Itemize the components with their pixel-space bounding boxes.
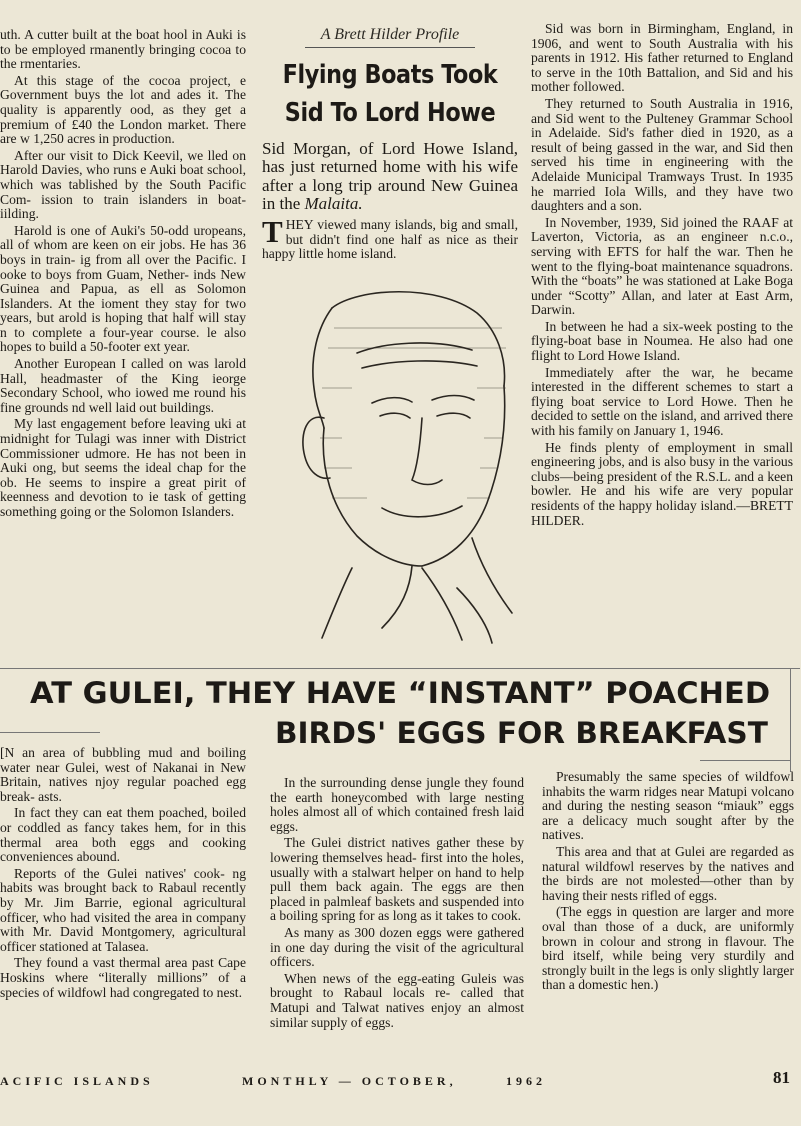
paragraph: He finds plenty of employment in small engineering jobs, and is also busy in the various clubs—being president of the R.S.L. and a keen bowler. He and his wife are very popular residents of the happy holiday island.—BRETT HILDER. [531, 439, 793, 528]
paragraph: The Gulei district natives gather these by lowering themselves head- first into the holes, usually with a stalwart helper on hand to help pull them back again. The eggs are then placed in palmleaf baskets and suspended into a boiling spring for as long as it takes to cook. [270, 835, 524, 924]
left-column-continued [0, 28, 246, 522]
article-column-2 [270, 776, 524, 1032]
kicker-rule [305, 47, 475, 48]
paragraph: In the surrounding dense jungle they found the earth honeycombed with large nesting holes almost all of which contained fresh laid eggs. [270, 775, 524, 834]
article-column-1 [0, 746, 246, 1002]
paragraph: Sid was born in Birmingham, England, in 1906, and went to South Australia with his parents in 1912. His father returned to England to serve in the 10th Battalion, and Sid and his mother followed. [531, 21, 793, 95]
paragraph: Reports of the Gulei natives' cook- ng habits was brought back to Rabaul recently by Mr. Jim Barrie, egional agricultural officer, who had visited the area in company with Mr. David Montgomery, agricultural officer stationed at Talasea. [0, 865, 246, 954]
footer-issue: MONTHLY — OCTOBER, [242, 1074, 457, 1088]
paragraph: [N an area of bubbling mud and boiling water near Gulei, west of Nakanai in New Britain, natives njoy regular poached egg break- asts. [0, 745, 246, 804]
article-headline-line1: AT GULEI, THEY HAVE “INSTANT” POACHED [30, 676, 771, 710]
portrait-drawing [262, 268, 518, 646]
drop-cap: T [262, 213, 283, 249]
profile-intro [262, 140, 518, 214]
paragraph: When news of the egg-eating Guleis was brought to Rabaul locals re- called that Matupi and Talwat natives enjoy an almost similar supply of eggs. [270, 970, 524, 1030]
right-column [531, 22, 793, 530]
paragraph: In between he had a six-week posting to the flying-boat base in Noumea. He also had one flight to Lord Howe Island. [531, 318, 793, 364]
page-number: 81 [773, 1068, 790, 1087]
paragraph: Harold is one of Auki's 50-odd uropeans, all of whom are keen on eir jobs. He has 36 boys in train- ig from all over the Pacific. I ooke to boys from Guam, Nether- inds New Guinea and Papua, as ell as Solomon Islanders. At the ioment they stay for two years, but arold is hoping that half will stay n to complete a four-year course. le also hopes to build a 50-footer ext year. [0, 222, 246, 355]
footer-year: 1962 [506, 1074, 546, 1088]
paragraph: In November, 1939, Sid joined the RAAF at Laverton, Victoria, as an engineer n.c.o., serving with EFTS for half the war. Then he went to the flying-boat maintenance squadrons. With the “boats” he was stationed at Lake Boga under “Scotty” Allan, and later at East Arm, Darwin. [531, 214, 793, 318]
footer-publication: ACIFIC ISLANDS [0, 1074, 154, 1088]
paragraph: Immediately after the war, he became interested in the different schemes to start a flying boat service to Lord Howe. Then he decided to settle on the island, and arrived there with his family on January 1, 1946. [531, 364, 793, 439]
paragraph: After our visit to Dick Keevil, we lled on Harold Davies, who runs e Auki boat school, which was tablished by the South Pacific Com- ission to train islanders in boat- iilding. [0, 147, 246, 222]
article-headline-line2: BIRDS' EGGS FOR BREAKFAST [275, 716, 768, 750]
paragraph: Another European I called on was larold Hall, headmaster of the King ieorge Secondary School, who iowed me round his fine grounds nd well laid out buildings. [0, 356, 246, 415]
paragraph: Presumably the same species of wildfowl inhabits the warm ridges near Matupi volcano and during the nesting season “miauk” eggs are a delicacy much sought after by the natives. [542, 769, 794, 843]
paragraph: (The eggs in question are larger and more oval than those of a duck, are uniformly brown in colour and strong in flavour. The bird itself, while being very sturdily and strongly built in the legs is only slightly larger than a domestic hen.) [542, 904, 794, 993]
paragraph: This area and that at Gulei are regarded as natural wildfowl reserves by the natives and the birds are not molested—other than by having their nests rifled of eggs. [542, 843, 794, 903]
paragraph: My last engagement before leaving uki at midnight for Tulagi was inner with District Commissioner udmore. He has not been in Auki ong, but seems the ideal chap for the ob. He seems to inspire a great pirit of keenness and devotion to ie task of getting something going or the Solomon Islanders. [0, 416, 246, 519]
profile-kicker: A Brett Hilder Profile [320, 26, 460, 43]
page-footer [0, 1068, 801, 1092]
paragraph: uth. A cutter built at the boat hool in Auki is to be employed rmanently bringing cocoa to the rmentaries. [0, 27, 246, 72]
profile-headline: Flying Boats Took Sid To Lord Howe [282, 59, 498, 128]
ship-name: Malaita. [304, 194, 363, 214]
paragraph: As many as 300 dozen eggs were gathered in one day during the visit of the agricultural officers. [270, 924, 524, 970]
headline-rule-left [0, 732, 100, 733]
paragraph: At this stage of the cocoa project, e Government buys the lot and ades it. The quality is apparently ood, as they get a premium of £40 the London market. There are w 1,250 acres in production. [0, 72, 246, 147]
article-column-3 [542, 770, 794, 995]
paragraph: They found a vast thermal area past Cape Hoskins where “literally millions” of a species of wildfowl had congregated to nest. [0, 955, 246, 1000]
section-divider [0, 668, 800, 669]
portrait-sketch [262, 268, 518, 646]
profile-first-paragraph [262, 213, 518, 262]
headline-rule-right [700, 760, 790, 761]
paragraph: They returned to South Australia in 1916, and Sid went to the Pulteney Grammar School in Adelaide. Sid's father died in 1920, as a result of being gassed in the war, and Sid then served his time in engineering with the Adelaide Municipal Tramways Trust. In 1935 he married Iola Wills, and they have two daughters and a son. [531, 95, 793, 214]
paragraph: In fact they can eat them poached, boiled or coddled as fancy takes hem, for in this thermal area both eggs and cooking conveniences abound. [0, 805, 246, 865]
first-paragraph-text: HEY viewed many islands, big and small, but didn't find one half as nice as their happy little home island. [262, 216, 518, 262]
profile-column [262, 28, 518, 646]
intro-text: Sid Morgan, of Lord Howe Island, has just returned home with his wife after a long trip around New Guinea in the [262, 138, 518, 214]
